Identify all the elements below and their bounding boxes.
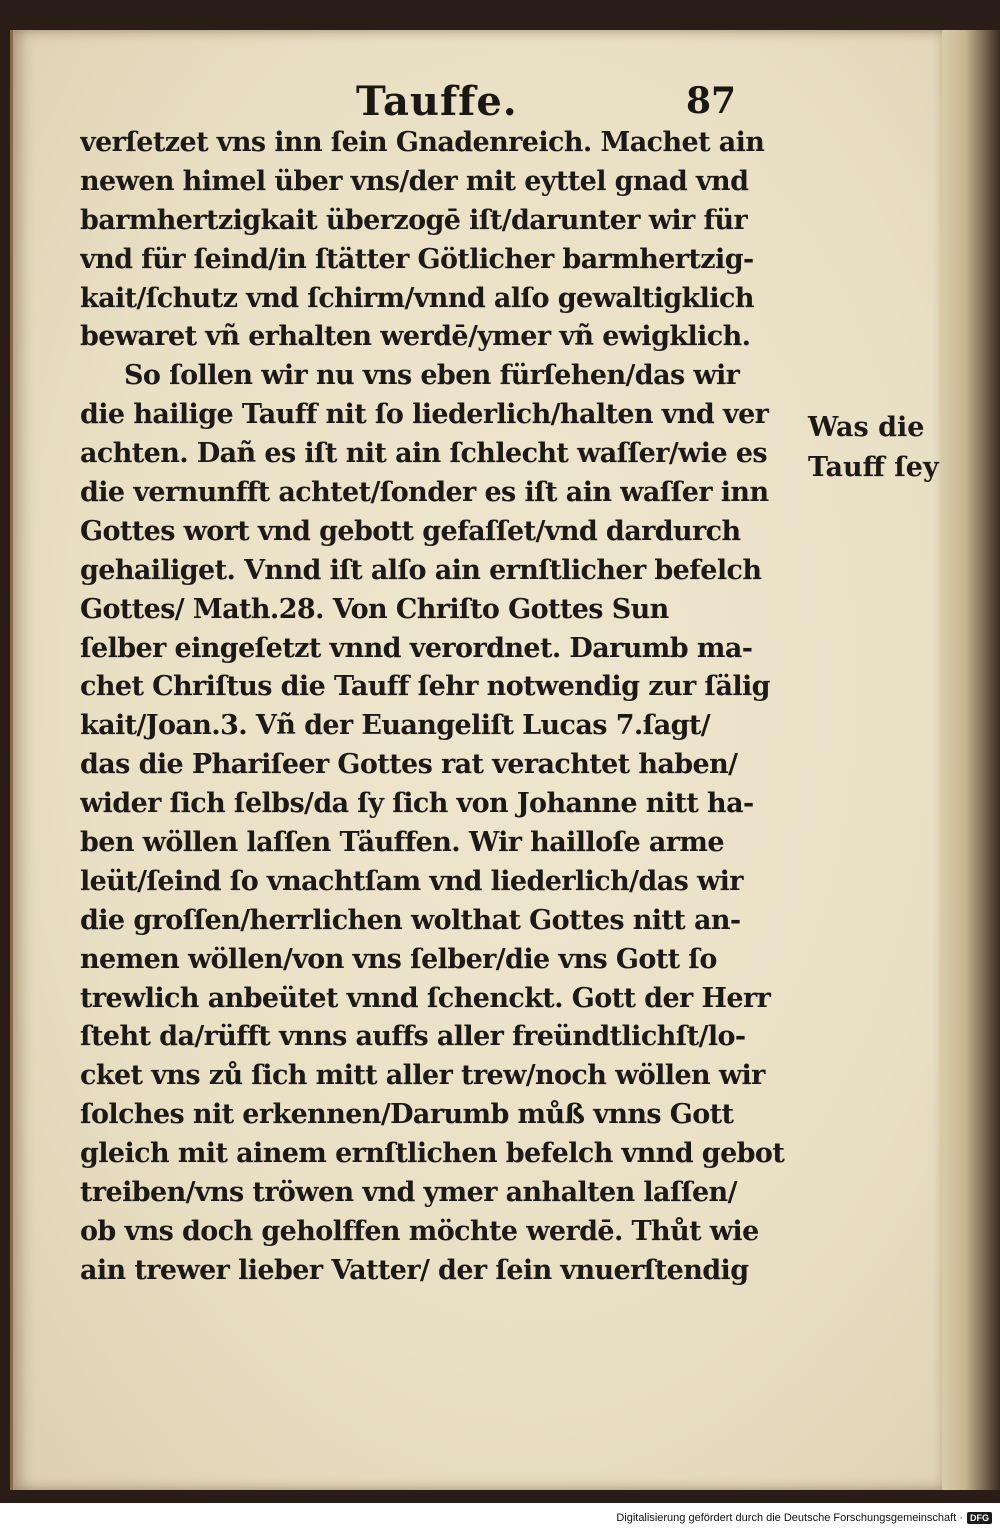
text-line: Gottes/ Math.28. Von Chriſto Gottes Sun (80, 593, 669, 625)
text-line: ſelber eingeſetzt vnnd verordnet. Darumb ma- (80, 632, 753, 664)
text-line: ſteht da/rüfft vnns auffs aller freündtlichſt/lo- (80, 1021, 746, 1053)
text-line: die vernunfft achtet/ſonder es iſt ain waſſer inn (80, 477, 769, 509)
text-line: nemen wöllen/von vns ſelber/die vns Gott ſo (80, 943, 717, 975)
text-line: gleich mit ainem ernſtlichen befelch vnnd gebot (80, 1138, 785, 1170)
text-line: treiben/vns tröwen vnd ymer anhalten laſſen/ (80, 1177, 737, 1209)
body-text (80, 124, 792, 1291)
text-line: chet Chriſtus die Tauff ſehr notwendig zur ſälig (80, 671, 770, 703)
margin-note (808, 408, 948, 488)
running-head: Tauffe. (356, 78, 518, 125)
text-line: ſolches nit erkennen/Darumb můß vnns Gott (80, 1099, 734, 1131)
page-number: 87 (686, 80, 737, 122)
text-line: trewlich anbeütet vnnd ſchenckt. Gott der Herr (80, 982, 771, 1014)
credit-text: Digitalisierung gefördert durch die Deutsche Forschungsgemeinschaft · (616, 1512, 963, 1524)
text-line: cket vns zů ſich mitt aller trew/noch wöllen wir (80, 1060, 765, 1092)
text-line: ben wöllen laſſen Täuffen. Wir hailloſe arme (80, 827, 724, 859)
text-line: die hailige Tauff nit ſo liederlich/halten vnd ver (80, 399, 769, 431)
text-line: wider ſich ſelbs/da ſy ſich von Johanne nitt ha- (80, 788, 754, 820)
text-line: die groſſen/herrlichen wolthat Gottes nitt an- (80, 904, 741, 936)
text-line: achten. Dañ es iſt nit ain ſchlecht waſſer/wie es (80, 438, 767, 470)
digitization-credit (616, 1509, 992, 1527)
text-line: ob vns doch geholffen möchte werdē. Thůt wie (80, 1215, 759, 1247)
text-line: gehailiget. Vnnd iſt alſo ain ernſtlicher befelch (80, 554, 762, 586)
page-header (356, 78, 756, 128)
text-line: Gottes wort vnd gebott gefaſſet/vnd dardurch (80, 515, 741, 547)
dfg-logo: DFG (967, 1512, 992, 1524)
text-line: leüt/ſeind ſo vnachtſam vnd liederlich/das wir (80, 865, 743, 897)
text-line: barmhertzigkait überzogē iſt/darunter wir für (80, 204, 748, 236)
page-edge (942, 30, 1000, 1490)
text-line: kait/ſchutz vnd ſchirm/vnnd alſo gewaltigklich (80, 282, 754, 314)
text-line: ain trewer lieber Vatter/ der ſein vnuerſtendig (80, 1254, 749, 1286)
text-line: newen himel über vns/der mit eyttel gnad vnd (80, 165, 749, 197)
margin-note-line: Tauff ſey (808, 452, 939, 483)
text-line: vnd für ſeind/in ſtätter Götlicher barmhertzig- (80, 243, 754, 275)
text-line: bewaret vñ erhalten werdē/ymer vñ ewigklich. (80, 321, 751, 353)
text-line: So ſollen wir nu vns eben fürſehen/das wir (124, 360, 740, 392)
text-line: das die Phariſeer Gottes rat verachtet haben/ (80, 749, 738, 781)
text-line: kait/Joan.3. Vñ der Euangeliſt Lucas 7.ſagt/ (80, 710, 710, 742)
text-line: verſetzet vns inn ſein Gnadenreich. Machet ain (80, 127, 765, 158)
margin-note-line: Was die (808, 412, 925, 443)
